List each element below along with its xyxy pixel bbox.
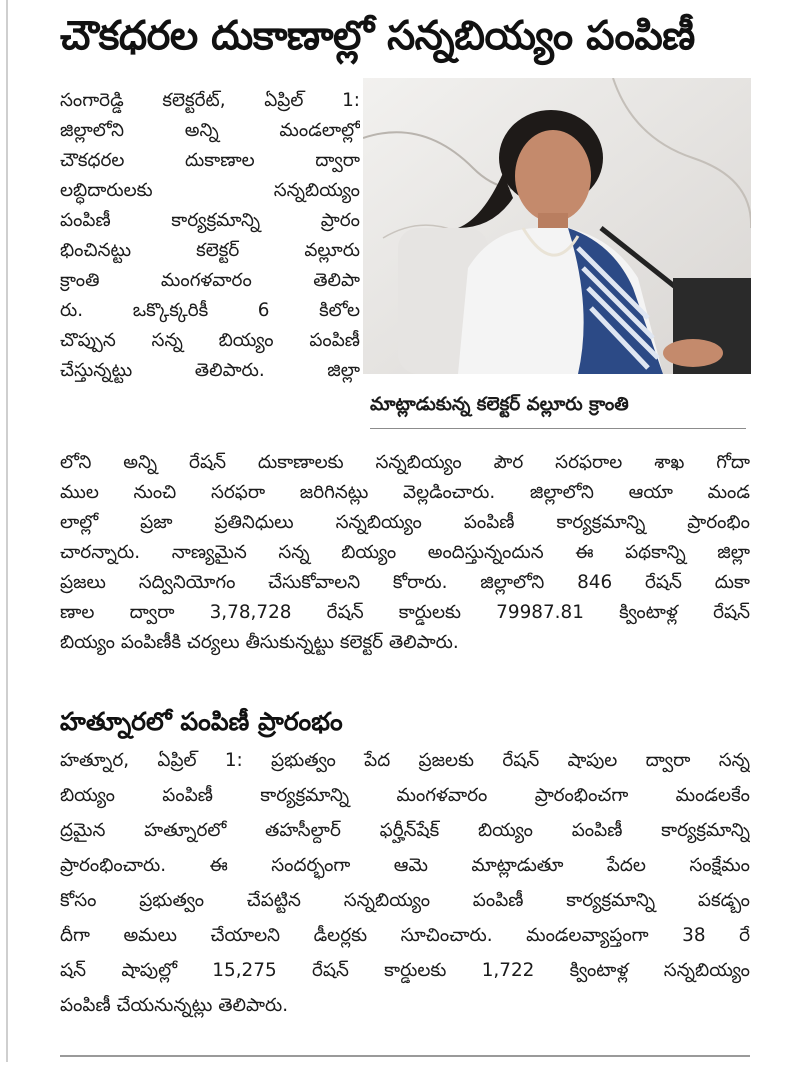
article-line: లబ్ధిదారులకు సన్నబియ్యం bbox=[60, 180, 360, 201]
article-line: పంపిణీ చేయనున్నట్లు తెలిపారు. bbox=[60, 995, 289, 1016]
article-line: చౌకధరల దుకాణాల ద్వారా bbox=[60, 150, 360, 171]
article-line: షన్ షాపుల్లో 15,275 రేషన్ కార్డులకు 1,722 క్వింటాళ్ల సన్నబియ్యం bbox=[60, 960, 750, 981]
article-line: ణాల ద్వారా 3,78,728 రేషన్ కార్డులకు 79987.81 క్వింటాళ్ల రేషన్ bbox=[60, 602, 750, 623]
caption-divider bbox=[370, 428, 746, 429]
article-line: దీగా అమలు చేయాలని డీలర్లకు సూచించారు. మండలవ్యాప్తంగా 38 రే bbox=[60, 925, 750, 946]
headline: చౌకధరల దుకాణాల్లో సన్నబియ్యం పంపిణీ bbox=[60, 13, 695, 59]
page-edge-rule bbox=[6, 0, 8, 1062]
article-line: బియ్యం పంపిణీకి చర్యలు తీసుకున్నట్టు కలెక్టర్ తెలిపారు. bbox=[60, 632, 459, 653]
article-line: చేస్తున్నట్టు తెలిపారు. జిల్లా bbox=[60, 360, 360, 381]
article-line: సంగారెడ్డి కలెక్టరేట్, ఏప్రిల్ 1: bbox=[60, 90, 360, 111]
article-line: ప్రజలు సద్వినియోగం చేసుకోవాలని కోరారు. జిల్లాలోని 846 రేషన్ దుకా bbox=[60, 572, 750, 593]
article-line: బియ్యం పంపిణీ కార్యక్రమాన్ని మంగళవారం ప్రారంభించగా మండలకేం bbox=[60, 785, 750, 806]
article-line: భించినట్టు కలెక్టర్ వల్లూరు bbox=[60, 240, 360, 261]
collector-photo bbox=[363, 78, 751, 374]
article-line: ముల నుంచి సరఫరా జరిగినట్లు వెల్లడించారు. జిల్లాలోని ఆయా మండ bbox=[60, 482, 750, 503]
article-line: పంపిణీ కార్యక్రమాన్ని ప్రారం bbox=[60, 210, 360, 231]
photo-caption: మాట్లాడుకున్న కలెక్టర్ వల్లూరు క్రాంతి bbox=[370, 394, 629, 415]
article-line: జిల్లాలోని అన్ని మండలాల్లో bbox=[60, 120, 360, 141]
article-line: రు. ఒక్కొక్కరికీ 6 కిలోల bbox=[60, 300, 360, 321]
article-line: లోని అన్ని రేషన్ దుకాణాలకు సన్నబియ్యం పౌర సరఫరాల శాఖ గోదా bbox=[60, 452, 750, 473]
article-line: ప్రారంభించారు. ఈ సందర్భంగా ఆమె మాట్లాడుతూ పేదల సంక్షేమం bbox=[60, 855, 750, 876]
bottom-divider bbox=[60, 1055, 750, 1057]
article-line: హత్నూర, ఏప్రిల్ 1: ప్రభుత్వం పేద ప్రజలకు రేషన్ షాపుల ద్వారా సన్న bbox=[60, 750, 750, 771]
article-line: చొప్పున సన్న బియ్యం పంపిణీ bbox=[60, 330, 360, 351]
article-line: ద్రమైన హత్నూరలో తహసీల్దార్ ఫర్హీన్‌షేక్ బియ్యం పంపిణీ కార్యక్రమాన్ని bbox=[60, 820, 750, 841]
article-line: లాల్లో ప్రజా ప్రతినిధులు సన్నబియ్యం పంపిణీ కార్యక్రమాన్ని ప్రారంభిం bbox=[60, 512, 750, 533]
article-line: కోసం ప్రభుత్వం చేపట్టిన సన్నబియ్యం పంపిణీ కార్యక్రమాన్ని పకడ్బం bbox=[60, 890, 750, 911]
article-line: క్రాంతి మంగళవారం తెలిపా bbox=[60, 270, 360, 291]
article-line: చారన్నారు. నాణ్యమైన సన్న బియ్యం అందిస్తున్నందున ఈ పథకాన్ని జిల్లా bbox=[60, 542, 750, 563]
subheading: హత్నూరలో పంపిణీ ప్రారంభం bbox=[60, 707, 343, 736]
